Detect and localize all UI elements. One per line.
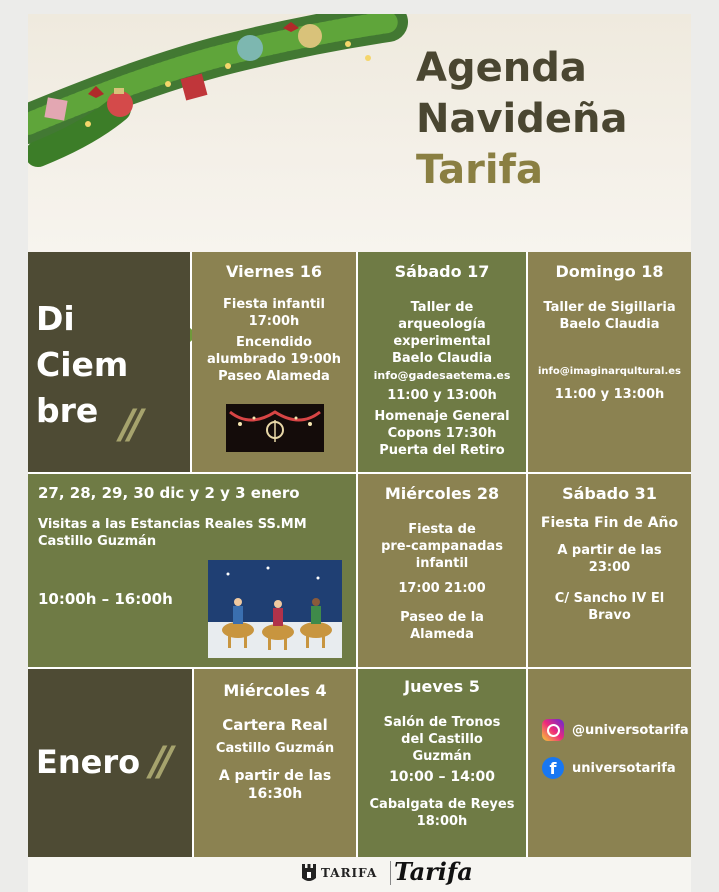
event-sabado-17 bbox=[358, 252, 526, 472]
event-text: 11:00 y 13:00h bbox=[554, 387, 665, 402]
event-text: Fiesta Fin de Año bbox=[540, 515, 679, 531]
ayuntamiento-tarifa-logo bbox=[300, 861, 391, 885]
event-text: Copons 17:30h bbox=[387, 426, 497, 441]
three-kings-image bbox=[208, 560, 342, 658]
instagram-link[interactable] bbox=[542, 719, 689, 741]
event-text: Taller de Sigillaria bbox=[543, 300, 676, 315]
event-text: Cabalgata de Reyes bbox=[369, 797, 515, 812]
event-viernes-16-date: Viernes 16 bbox=[226, 262, 322, 281]
event-jueves-5 bbox=[358, 669, 526, 857]
event-visitas-hours: 10:00h – 16:00h bbox=[38, 590, 173, 608]
event-miercoles-28 bbox=[358, 474, 526, 667]
event-text: Salón de Tronos bbox=[383, 715, 501, 730]
logo-text-tarifa: TARIFA bbox=[321, 866, 378, 880]
event-text: A partir de las bbox=[218, 768, 332, 784]
header-banner bbox=[28, 14, 691, 252]
event-text: infantil bbox=[415, 556, 469, 571]
event-text: Puerta del Retiro bbox=[379, 443, 505, 458]
event-text: Castillo Guzmán bbox=[215, 741, 335, 756]
month-diciembre-line-1: Di bbox=[36, 299, 75, 338]
event-text: A partir de las bbox=[557, 543, 662, 558]
event-text: 17:00 21:00 bbox=[398, 581, 486, 596]
event-text: C/ Sancho IV El bbox=[554, 591, 665, 606]
month-diciembre-line-3: bre bbox=[36, 391, 99, 430]
month-diciembre-line-2: Ciem bbox=[36, 345, 129, 384]
slash-decoration: // bbox=[150, 739, 168, 785]
event-text: Castillo Guzmán bbox=[38, 534, 157, 549]
event-domingo-18 bbox=[528, 252, 691, 472]
title-line-agenda: Agenda bbox=[416, 45, 587, 91]
event-email: info@gadesaetema.es bbox=[373, 369, 511, 382]
event-text: Fiesta de bbox=[408, 522, 476, 537]
tarifa-script-logo: Tarifa bbox=[394, 857, 473, 886]
month-diciembre bbox=[28, 252, 190, 472]
event-text: alumbrado 19:00h bbox=[207, 352, 341, 367]
event-text: 16:30h bbox=[247, 786, 303, 802]
event-viernes-16 bbox=[192, 252, 356, 472]
event-text: 17:00h bbox=[248, 314, 300, 329]
facebook-handle: universotarifa bbox=[572, 760, 676, 776]
event-text: arqueología bbox=[398, 317, 486, 332]
facebook-icon: f bbox=[542, 757, 564, 779]
month-enero bbox=[28, 669, 192, 857]
event-text: Baelo Claudia bbox=[559, 317, 660, 332]
event-text: Alameda bbox=[410, 627, 474, 642]
event-text: Taller de bbox=[410, 300, 474, 315]
slash-decoration: // bbox=[120, 402, 138, 448]
title-line-navidena: Navideña bbox=[416, 96, 628, 142]
event-jueves-5-date: Jueves 5 bbox=[404, 677, 480, 696]
event-text: Paseo Alameda bbox=[218, 369, 330, 384]
event-miercoles-4 bbox=[194, 669, 356, 857]
social-panel bbox=[528, 669, 691, 857]
event-visitas-estancias-reales bbox=[28, 474, 356, 667]
lights-image bbox=[226, 404, 324, 452]
event-text: Fiesta infantil bbox=[223, 297, 325, 312]
title-line-tarifa: Tarifa bbox=[416, 147, 543, 193]
event-text: Paseo de la bbox=[400, 610, 484, 625]
footer bbox=[28, 857, 691, 892]
instagram-icon bbox=[542, 719, 564, 741]
event-sabado-31-date: Sábado 31 bbox=[562, 484, 657, 503]
castle-crest-icon bbox=[300, 862, 318, 884]
month-enero-label: Enero bbox=[36, 743, 141, 781]
event-text: Homenaje General bbox=[374, 409, 510, 424]
event-text: 11:00 y 13:00h bbox=[387, 388, 497, 403]
event-text: Bravo bbox=[588, 608, 631, 623]
event-email: info@imaginarqultural.es bbox=[538, 366, 681, 377]
event-text: experimental bbox=[393, 334, 491, 349]
instagram-handle: @universotarifa bbox=[572, 722, 689, 738]
event-text: 18:00h bbox=[416, 814, 468, 829]
event-text: del Castillo bbox=[401, 732, 483, 747]
logo-divider bbox=[390, 861, 391, 885]
event-text: Cartera Real bbox=[222, 716, 328, 734]
event-text: 10:00 – 14:00 bbox=[389, 769, 495, 785]
event-text: Encendido bbox=[236, 335, 312, 350]
facebook-link[interactable] bbox=[542, 757, 676, 779]
poster bbox=[28, 14, 691, 892]
event-miercoles-28-date: Miércoles 28 bbox=[384, 484, 500, 503]
event-visitas-dates: 27, 28, 29, 30 dic y 2 y 3 enero bbox=[38, 484, 300, 502]
event-text: Guzmán bbox=[412, 749, 472, 764]
event-text: 23:00 bbox=[588, 560, 631, 575]
page-title bbox=[416, 45, 628, 201]
event-text: Visitas a las Estancias Reales SS.MM bbox=[38, 517, 307, 532]
event-sabado-31 bbox=[528, 474, 691, 667]
event-miercoles-4-date: Miércoles 4 bbox=[223, 681, 327, 700]
event-sabado-17-date: Sábado 17 bbox=[394, 262, 490, 281]
event-text: Baelo Claudia bbox=[392, 351, 492, 366]
christmas-garland-illustration bbox=[28, 14, 408, 184]
event-domingo-18-date: Domingo 18 bbox=[555, 262, 664, 281]
event-text: pre-campanadas bbox=[381, 539, 503, 554]
